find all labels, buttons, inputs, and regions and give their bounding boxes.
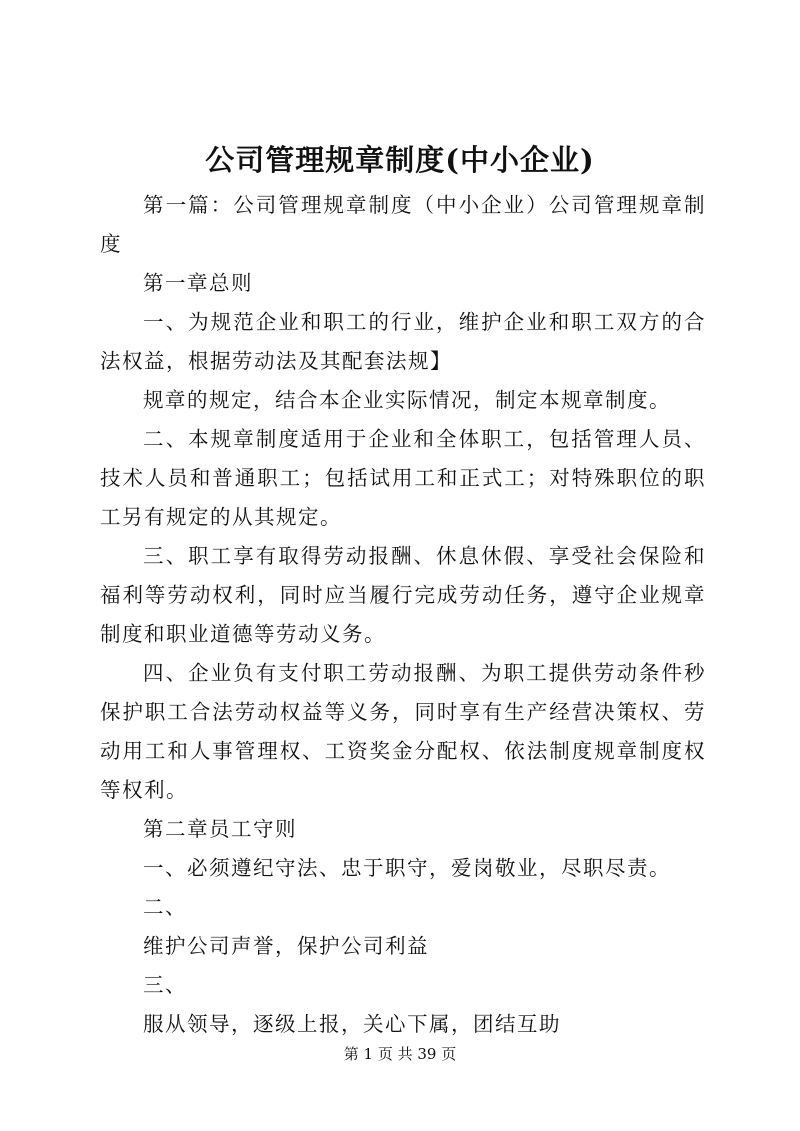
page-number-footer: 第 1 页 共 39 页 [343, 1045, 457, 1063]
document-body [100, 186, 706, 1044]
paragraph-12: 三、 [143, 973, 188, 997]
paragraph-2: 第一章总则 [143, 271, 254, 295]
paragraph-4: 规章的规定，结合本企业实际情况，制定本规章制度。 [143, 388, 672, 412]
paragraph-7: 四、企业负有支付职工劳动报酬、为职工提供劳动条件秒保护职工合法劳动权益等义务，同时享有生产经营决策权、劳动用工和人事管理权、工资奖金分配权、依法制度规章制度权等权利。 [100, 661, 706, 802]
paragraph-3: 一、为规范企业和职工的行业，维护企业和职工双方的合法权益，根据劳动法及其配套法规】 [100, 310, 706, 373]
paragraph-9: 一、必须遵纪守法、忠于职守，爱岗敬业，尽职尽责。 [143, 856, 672, 880]
paragraph-13: 服从领导，逐级上报，关心下属，团结互助 [143, 1012, 562, 1036]
paragraph-1: 第一篇：公司管理规章制度（中小企业）公司管理规章制度 [100, 193, 706, 256]
paragraph-5: 二、本规章制度适用于企业和全体职工，包括管理人员、技术人员和普通职工；包括试用工和正式工；对特殊职位的职工另有规定的从其规定。 [100, 427, 706, 529]
paragraph-11: 维护公司声誉，保护公司利益 [143, 934, 430, 958]
document-title: 公司管理规章制度(中小企业) [205, 143, 595, 177]
paragraph-6: 三、职工享有取得劳动报酬、休息休假、享受社会保险和福利等劳动权利，同时应当履行完成劳动任务，遵守企业规章制度和职业道德等劳动义务。 [100, 544, 706, 646]
paragraph-10: 二、 [143, 895, 188, 919]
paragraph-8: 第二章员工守则 [143, 817, 298, 841]
